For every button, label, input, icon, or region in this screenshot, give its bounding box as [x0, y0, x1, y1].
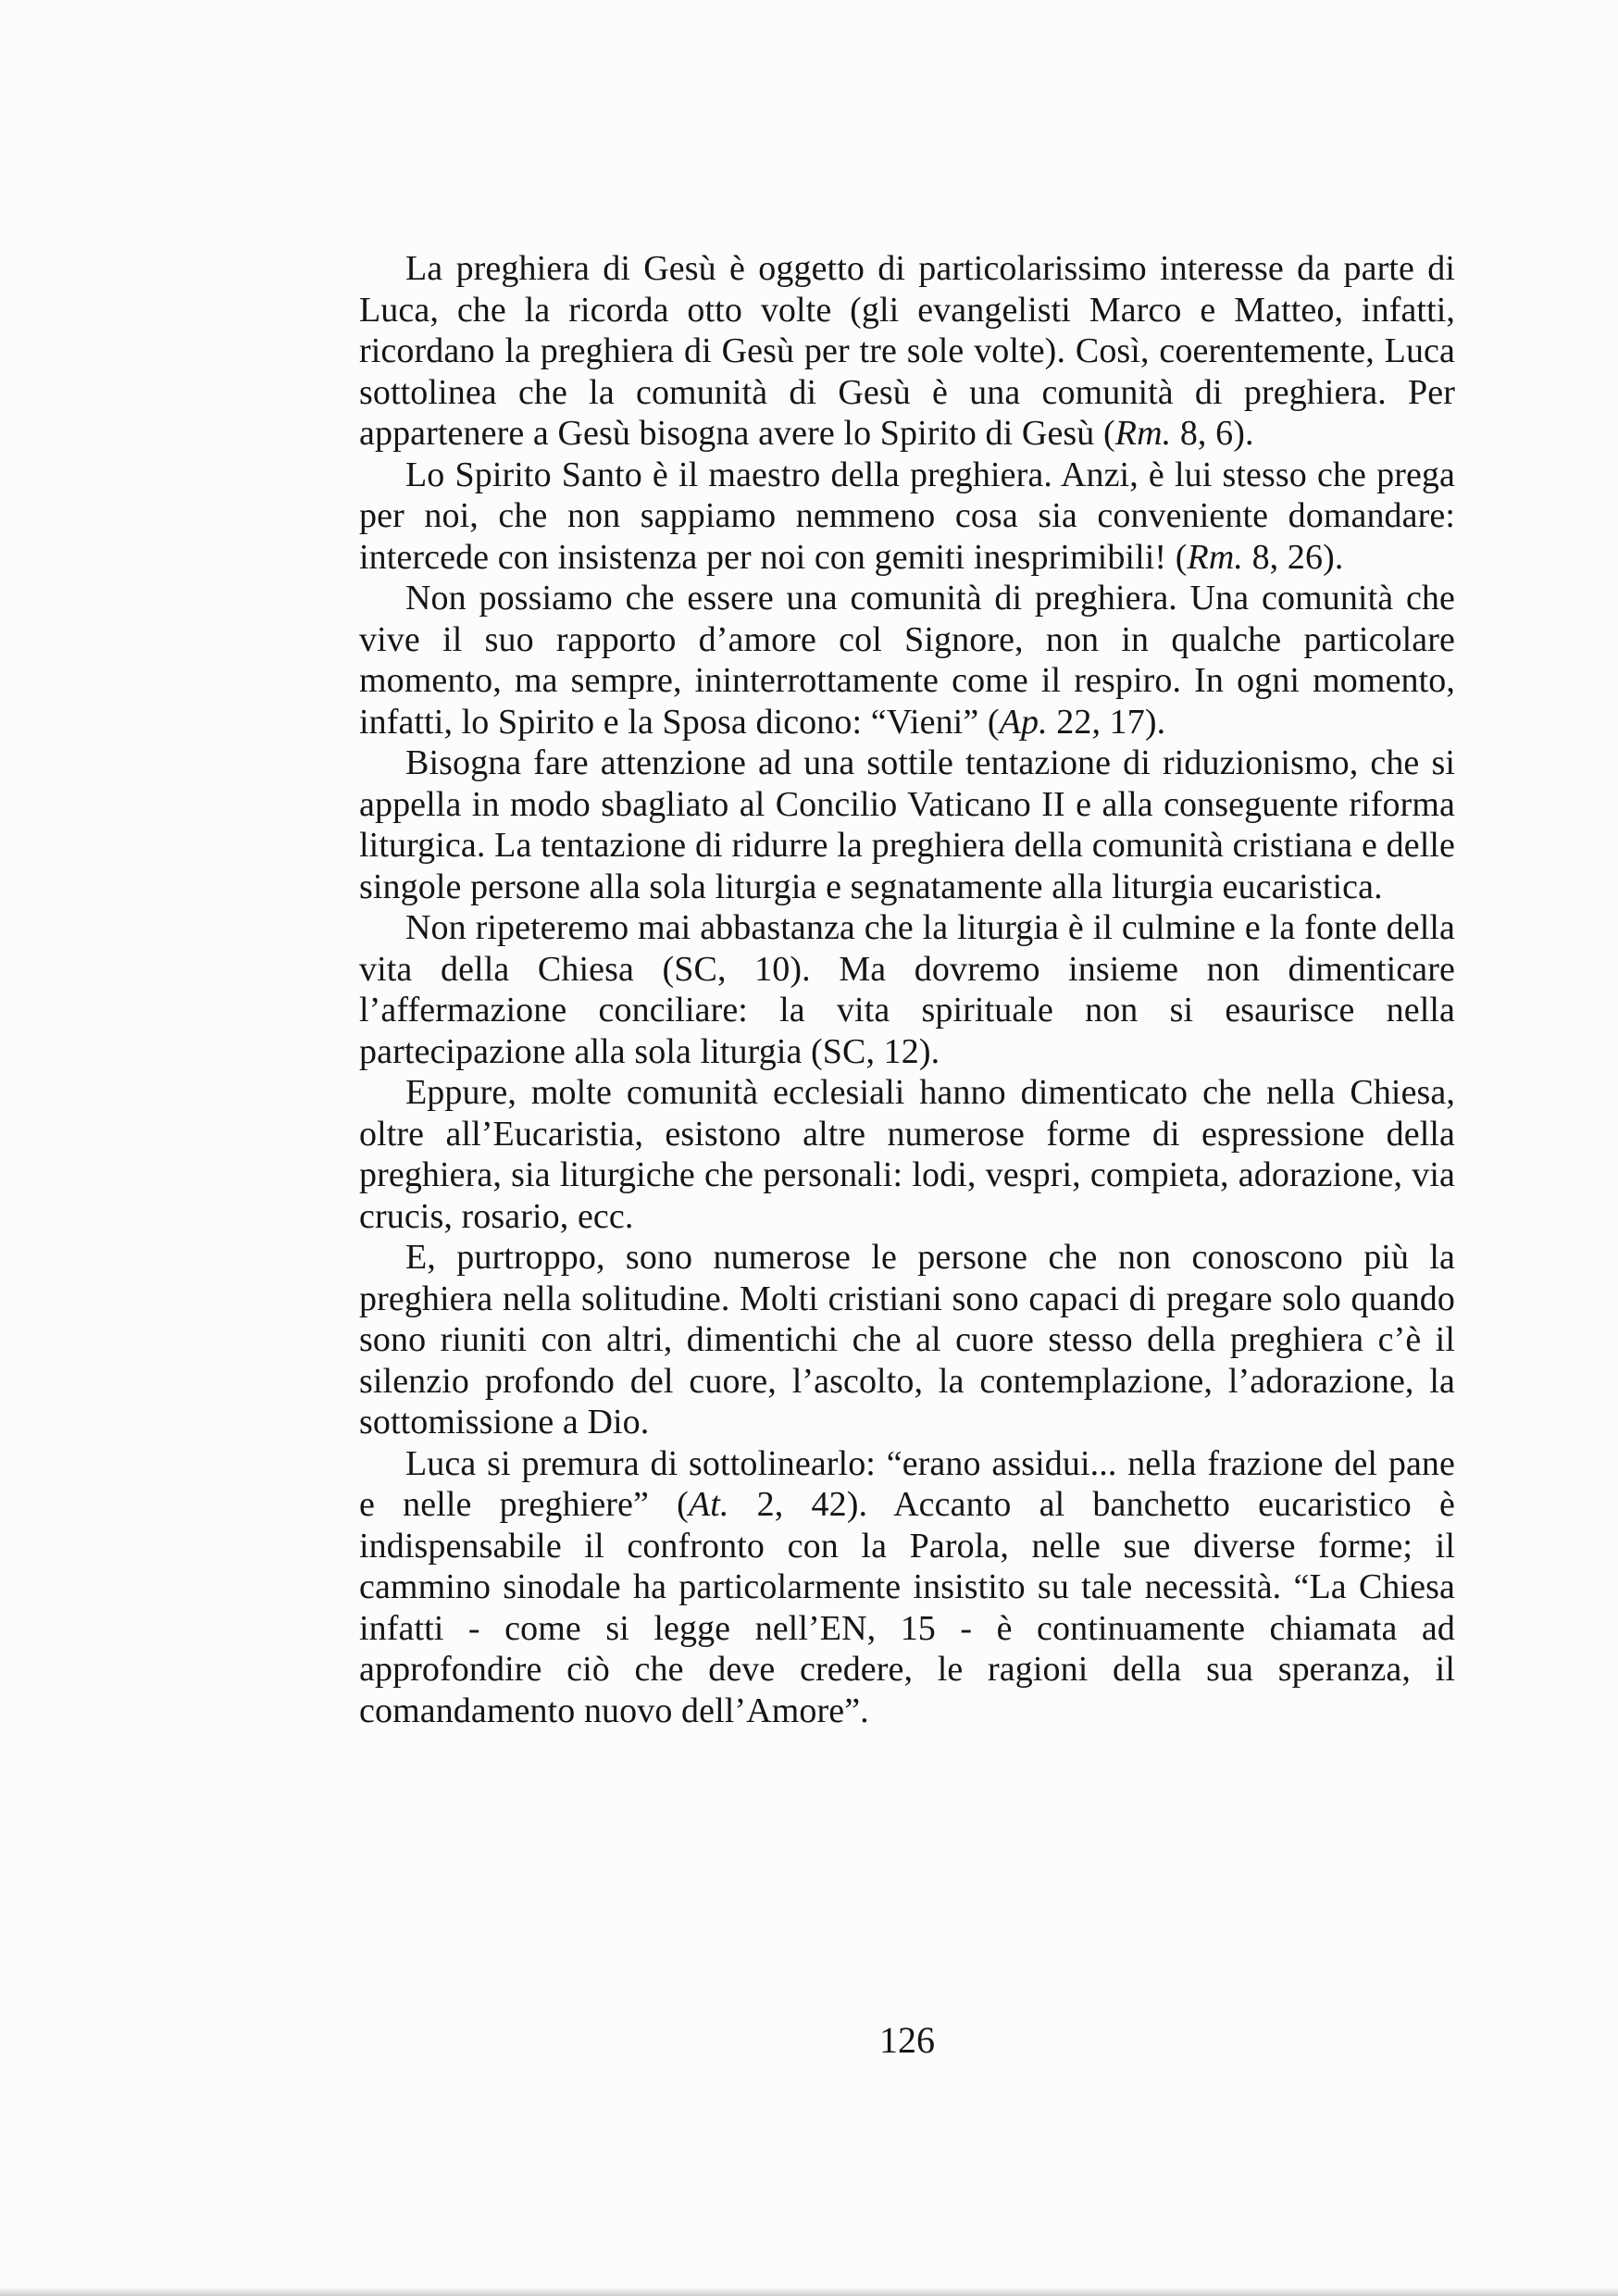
citation-abbrev: At. [688, 1485, 729, 1524]
text-run: 22, 17). [1047, 702, 1166, 742]
paragraph [359, 1072, 1455, 1237]
text-run: Lo Spirito Santo è il maestro della preghiera. Anzi, è lui stesso che prega per noi, che non sappiamo nemmeno cosa sia conveniente domandare: intercede con insistenza per noi con gemiti inesprimibili! ( [359, 455, 1455, 577]
text-run: Non ripeteremo mai abbastanza che la liturgia è il culmine e la fonte della vita della Chiesa (SC, 10). Ma dovremo insieme non dimenticare l’affermazione conciliare: la vita spirituale non si esaurisce nella partecipazione alla sola liturgia (SC, 12). [359, 908, 1455, 1071]
text-run: La preghiera di Gesù è oggetto di particolarissimo interesse da parte di Luca, che la ricorda otto volte (gli evangelisti Marco e Matteo, infatti, ricordano la preghiera di Gesù per tre sole volte). Così, coerentemente, Luca sottolinea che la comunità di Gesù è una comunità di preghiera. Per appartenere a Gesù bisogna avere lo Spirito di Gesù ( [359, 249, 1455, 453]
text-run: 8, 26). [1242, 537, 1344, 577]
text-run: Eppure, molte comunità ecclesiali hanno dimenticato che nella Chiesa, oltre all’Eucaristia, esistono altre numerose forme di espressione della preghiera, sia liturgiche che personali: lodi, vespri, compieta, adorazione, via crucis, rosario, ecc. [359, 1073, 1455, 1236]
text-block [359, 248, 1455, 1731]
paragraph [359, 248, 1455, 455]
paragraph [359, 1443, 1455, 1732]
paragraph [359, 907, 1455, 1072]
paragraph [359, 742, 1455, 907]
paragraph [359, 1237, 1455, 1443]
text-run: 8, 6). [1171, 414, 1254, 453]
paragraph [359, 578, 1455, 742]
page-number: 126 [879, 2019, 935, 2061]
citation-abbrev: Ap. [999, 702, 1048, 742]
text-run: 2, 42). Accanto al banchetto eucaristico è indispensabile il confronto con la Parola, nelle sue diverse forme; il cammino sinodale ha particolarmente insistito su tale necessità. “La Chiesa infatti - come si legge nell’EN, 15 - è continuamente chiamata ad approfondire ciò che deve credere, le ragioni della sua speranza, il comandamento nuovo dell’Amore”. [359, 1485, 1455, 1730]
text-run: Bisogna fare attenzione ad una sottile tentazione di riduzionismo, che si appella in modo sbagliato al Concilio Vaticano II e alla conseguente riforma liturgica. La tentazione di ridurre la preghiera della comunità cristiana e delle singole persone alla sola liturgia e segnatamente alla liturgia eucaristica. [359, 743, 1455, 906]
citation-abbrev: Rm. [1187, 537, 1243, 577]
text-run: Non possiamo che essere una comunità di preghiera. Una comunità che vive il suo rapporto d’amore col Signore, non in qualche particolare momento, ma sempre, ininterrottamente come il respiro. In ogni momento, infatti, lo Spirito e la Sposa dicono: “Vieni” ( [359, 579, 1455, 742]
text-run: Luca si premura di sottolinearlo: “erano assidui... nella frazione del pane e nelle preghiere” ( [359, 1443, 1455, 1524]
text-run: E, purtroppo, sono numerose le persone che non conoscono più la preghiera nella solitudine. Molti cristiani sono capaci di pregare solo quando sono riuniti con altri, dimentichi che al cuore stesso della preghiera c’è il silenzio profondo del cuore, l’ascolto, la contemplazione, l’adorazione, la sottomissione a Dio. [359, 1238, 1455, 1441]
paragraph [359, 455, 1455, 579]
citation-abbrev: Rm. [1114, 414, 1172, 453]
